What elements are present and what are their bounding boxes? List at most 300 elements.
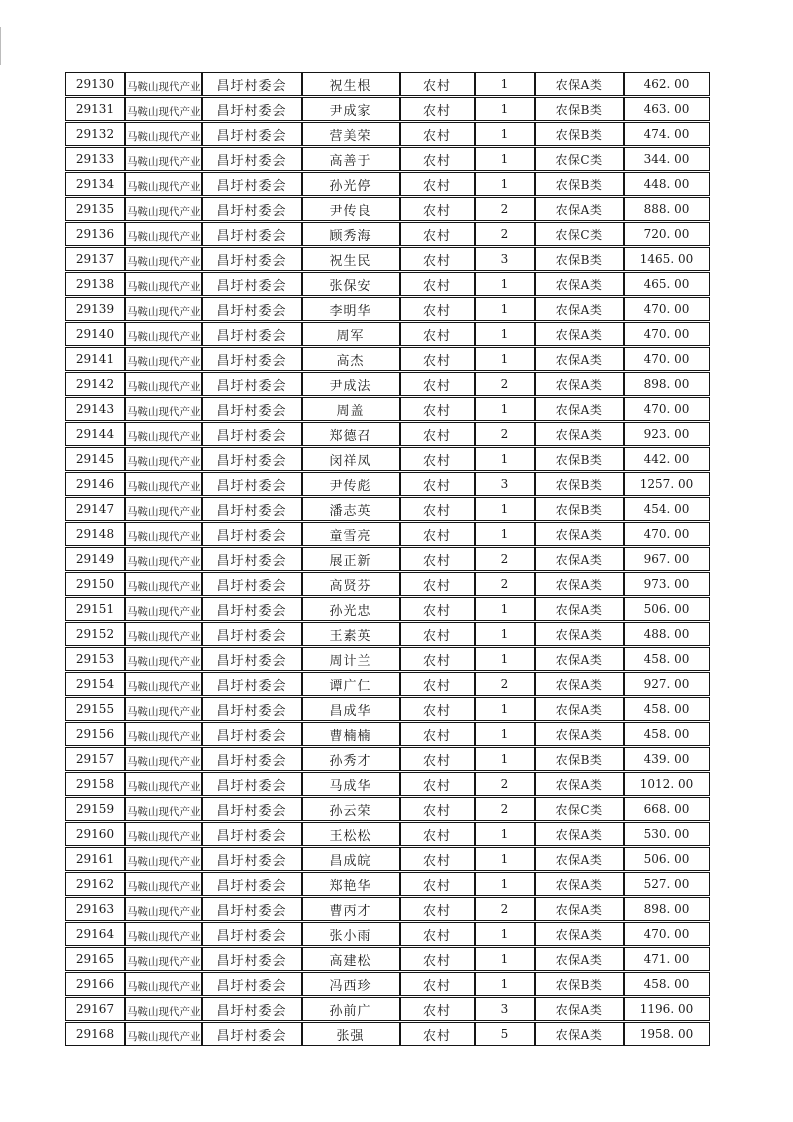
cell-record-id: 29132 (65, 122, 125, 146)
cell-record-id: 29164 (65, 922, 125, 946)
cell-record-id: 29166 (65, 972, 125, 996)
cell-person-count: 1 (475, 497, 535, 521)
cell-insurance-category: 农保B类 (535, 122, 624, 146)
cell-person-name: 冯西珍 (302, 972, 400, 996)
table-row (65, 897, 710, 921)
cell-person-count: 2 (475, 672, 535, 696)
employer-text: 马鞍山现代产业 (127, 1005, 201, 1018)
cell-village-committee: 昌圩村委会 (202, 247, 302, 271)
cell-employer (125, 97, 202, 121)
cell-record-id: 29157 (65, 747, 125, 771)
employer-text: 马鞍山现代产业 (127, 330, 201, 343)
cell-village-committee: 昌圩村委会 (202, 522, 302, 546)
cell-residence-type: 农村 (400, 547, 475, 571)
cell-record-id: 29142 (65, 372, 125, 396)
cell-village-committee: 昌圩村委会 (202, 222, 302, 246)
cell-person-count: 3 (475, 472, 535, 496)
cell-amount: 927. 00 (624, 672, 710, 696)
employer-text: 马鞍山现代产业 (127, 705, 201, 718)
employer-text: 马鞍山现代产业 (127, 830, 201, 843)
cell-person-count: 1 (475, 822, 535, 846)
cell-insurance-category: 农保A类 (535, 772, 624, 796)
cell-person-count: 2 (475, 222, 535, 246)
table-row (65, 922, 710, 946)
table-row (65, 497, 710, 521)
cell-insurance-category: 农保A类 (535, 647, 624, 671)
cell-amount: 1257. 00 (624, 472, 710, 496)
cell-village-committee: 昌圩村委会 (202, 1022, 302, 1046)
employer-text: 马鞍山现代产业 (127, 430, 201, 443)
cell-employer (125, 772, 202, 796)
cell-employer (125, 297, 202, 321)
cell-amount: 458. 00 (624, 697, 710, 721)
cell-residence-type: 农村 (400, 672, 475, 696)
cell-person-count: 1 (475, 122, 535, 146)
cell-employer (125, 922, 202, 946)
cell-person-name: 展正新 (302, 547, 400, 571)
table-row (65, 1022, 710, 1046)
cell-record-id: 29148 (65, 522, 125, 546)
cell-person-count: 2 (475, 422, 535, 446)
cell-person-name: 顾秀海 (302, 222, 400, 246)
cell-village-committee: 昌圩村委会 (202, 822, 302, 846)
employer-text: 马鞍山现代产业 (127, 655, 201, 668)
cell-employer (125, 497, 202, 521)
cell-person-count: 1 (475, 597, 535, 621)
cell-person-name: 昌成华 (302, 697, 400, 721)
cell-residence-type: 农村 (400, 522, 475, 546)
cell-residence-type: 农村 (400, 697, 475, 721)
cell-record-id: 29133 (65, 147, 125, 171)
cell-insurance-category: 农保A类 (535, 597, 624, 621)
cell-record-id: 29137 (65, 247, 125, 271)
cell-employer (125, 447, 202, 471)
cell-village-committee: 昌圩村委会 (202, 972, 302, 996)
cell-person-name: 尹成法 (302, 372, 400, 396)
cell-village-committee: 昌圩村委会 (202, 572, 302, 596)
cell-person-count: 1 (475, 72, 535, 96)
employer-text: 马鞍山现代产业 (127, 880, 201, 893)
cell-record-id: 29163 (65, 897, 125, 921)
cell-employer (125, 947, 202, 971)
cell-record-id: 29143 (65, 397, 125, 421)
cell-insurance-category: 农保B类 (535, 172, 624, 196)
employer-text: 马鞍山现代产业 (127, 580, 201, 593)
employer-text: 马鞍山现代产业 (127, 730, 201, 743)
cell-village-committee: 昌圩村委会 (202, 722, 302, 746)
employer-text: 马鞍山现代产业 (127, 555, 201, 568)
table-row (65, 122, 710, 146)
employer-text: 马鞍山现代产业 (127, 505, 201, 518)
employer-text: 马鞍山现代产业 (127, 480, 201, 493)
cell-insurance-category: 农保A类 (535, 822, 624, 846)
cell-residence-type: 农村 (400, 97, 475, 121)
cell-employer (125, 797, 202, 821)
cell-person-name: 王松松 (302, 822, 400, 846)
employer-text: 马鞍山现代产业 (127, 105, 201, 118)
cell-village-committee: 昌圩村委会 (202, 72, 302, 96)
cell-village-committee: 昌圩村委会 (202, 772, 302, 796)
cell-record-id: 29160 (65, 822, 125, 846)
cell-record-id: 29165 (65, 947, 125, 971)
cell-employer (125, 997, 202, 1021)
cell-employer (125, 897, 202, 921)
cell-amount: 898. 00 (624, 372, 710, 396)
cell-village-committee: 昌圩村委会 (202, 347, 302, 371)
cell-person-count: 1 (475, 272, 535, 296)
cell-record-id: 29136 (65, 222, 125, 246)
cell-record-id: 29150 (65, 572, 125, 596)
cell-residence-type: 农村 (400, 947, 475, 971)
employer-text: 马鞍山现代产业 (127, 180, 201, 193)
cell-village-committee: 昌圩村委会 (202, 497, 302, 521)
cell-employer (125, 322, 202, 346)
table-row (65, 697, 710, 721)
employer-text: 马鞍山现代产业 (127, 355, 201, 368)
employer-text: 马鞍山现代产业 (127, 280, 201, 293)
cell-village-committee: 昌圩村委会 (202, 597, 302, 621)
cell-amount: 470. 00 (624, 922, 710, 946)
cell-record-id: 29154 (65, 672, 125, 696)
cell-record-id: 29151 (65, 597, 125, 621)
table-row (65, 297, 710, 321)
table-row (65, 347, 710, 371)
cell-village-committee: 昌圩村委会 (202, 672, 302, 696)
employer-text: 马鞍山现代产业 (127, 905, 201, 918)
cell-person-name: 孙云荣 (302, 797, 400, 821)
table-row (65, 197, 710, 221)
cell-residence-type: 农村 (400, 922, 475, 946)
cell-person-count: 2 (475, 897, 535, 921)
table-row (65, 872, 710, 896)
cell-employer (125, 847, 202, 871)
table-row (65, 572, 710, 596)
cell-residence-type: 农村 (400, 597, 475, 621)
cell-employer (125, 522, 202, 546)
table-row (65, 797, 710, 821)
cell-employer (125, 347, 202, 371)
cell-amount: 527. 00 (624, 872, 710, 896)
cell-employer (125, 1022, 202, 1046)
cell-person-name: 祝生根 (302, 72, 400, 96)
cell-person-name: 昌成皖 (302, 847, 400, 871)
cell-amount: 668. 00 (624, 797, 710, 821)
cell-insurance-category: 农保B类 (535, 447, 624, 471)
cell-residence-type: 农村 (400, 472, 475, 496)
cell-record-id: 29130 (65, 72, 125, 96)
table-row (65, 822, 710, 846)
cell-employer (125, 397, 202, 421)
cell-village-committee: 昌圩村委会 (202, 272, 302, 296)
employer-text: 马鞍山现代产业 (127, 855, 201, 868)
cell-village-committee: 昌圩村委会 (202, 947, 302, 971)
cell-residence-type: 农村 (400, 797, 475, 821)
employer-text: 马鞍山现代产业 (127, 80, 201, 93)
cell-employer (125, 722, 202, 746)
cell-residence-type: 农村 (400, 397, 475, 421)
employer-text: 马鞍山现代产业 (127, 930, 201, 943)
cell-amount: 454. 00 (624, 497, 710, 521)
employer-text: 马鞍山现代产业 (127, 230, 201, 243)
scan-edge-artifact (0, 27, 1, 65)
cell-person-name: 祝生民 (302, 247, 400, 271)
cell-record-id: 29131 (65, 97, 125, 121)
cell-record-id: 29140 (65, 322, 125, 346)
cell-amount: 720. 00 (624, 222, 710, 246)
cell-person-count: 1 (475, 97, 535, 121)
cell-person-count: 1 (475, 447, 535, 471)
cell-amount: 458. 00 (624, 722, 710, 746)
cell-person-name: 童雪亮 (302, 522, 400, 546)
cell-insurance-category: 农保B类 (535, 497, 624, 521)
cell-insurance-category: 农保A类 (535, 697, 624, 721)
cell-record-id: 29159 (65, 797, 125, 821)
table-row (65, 747, 710, 771)
employer-text: 马鞍山现代产业 (127, 405, 201, 418)
cell-person-name: 高善于 (302, 147, 400, 171)
cell-record-id: 29155 (65, 697, 125, 721)
cell-residence-type: 农村 (400, 297, 475, 321)
cell-record-id: 29153 (65, 647, 125, 671)
cell-residence-type: 农村 (400, 147, 475, 171)
cell-village-committee: 昌圩村委会 (202, 697, 302, 721)
cell-village-committee: 昌圩村委会 (202, 297, 302, 321)
cell-person-count: 5 (475, 1022, 535, 1046)
cell-record-id: 29152 (65, 622, 125, 646)
cell-insurance-category: 农保C类 (535, 147, 624, 171)
cell-employer (125, 147, 202, 171)
cell-residence-type: 农村 (400, 722, 475, 746)
cell-residence-type: 农村 (400, 272, 475, 296)
cell-insurance-category: 农保A类 (535, 872, 624, 896)
cell-insurance-category: 农保A类 (535, 1022, 624, 1046)
cell-residence-type: 农村 (400, 972, 475, 996)
cell-amount: 888. 00 (624, 197, 710, 221)
cell-person-name: 曹丙才 (302, 897, 400, 921)
employer-text: 马鞍山现代产业 (127, 1030, 201, 1043)
cell-village-committee: 昌圩村委会 (202, 172, 302, 196)
cell-record-id: 29134 (65, 172, 125, 196)
employer-text: 马鞍山现代产业 (127, 980, 201, 993)
cell-insurance-category: 农保B类 (535, 972, 624, 996)
cell-person-count: 1 (475, 397, 535, 421)
table-row (65, 72, 710, 96)
table-row (65, 547, 710, 571)
cell-employer (125, 72, 202, 96)
cell-employer (125, 472, 202, 496)
cell-insurance-category: 农保C类 (535, 222, 624, 246)
cell-amount: 463. 00 (624, 97, 710, 121)
cell-person-name: 曹楠楠 (302, 722, 400, 746)
cell-amount: 458. 00 (624, 972, 710, 996)
cell-residence-type: 农村 (400, 497, 475, 521)
cell-amount: 973. 00 (624, 572, 710, 596)
cell-insurance-category: 农保A类 (535, 347, 624, 371)
cell-amount: 471. 00 (624, 947, 710, 971)
cell-person-name: 孙光停 (302, 172, 400, 196)
table-row (65, 997, 710, 1021)
cell-person-count: 2 (475, 547, 535, 571)
cell-village-committee: 昌圩村委会 (202, 147, 302, 171)
cell-amount: 506. 00 (624, 847, 710, 871)
cell-employer (125, 222, 202, 246)
cell-amount: 465. 00 (624, 272, 710, 296)
cell-village-committee: 昌圩村委会 (202, 872, 302, 896)
cell-residence-type: 农村 (400, 322, 475, 346)
cell-employer (125, 122, 202, 146)
cell-insurance-category: 农保A类 (535, 722, 624, 746)
employer-text: 马鞍山现代产业 (127, 305, 201, 318)
table-row (65, 672, 710, 696)
cell-residence-type: 农村 (400, 372, 475, 396)
cell-person-name: 潘志英 (302, 497, 400, 521)
cell-person-count: 2 (475, 772, 535, 796)
table-row (65, 372, 710, 396)
cell-record-id: 29138 (65, 272, 125, 296)
cell-record-id: 29167 (65, 997, 125, 1021)
cell-employer (125, 197, 202, 221)
cell-residence-type: 农村 (400, 847, 475, 871)
employer-text: 马鞍山现代产业 (127, 805, 201, 818)
cell-residence-type: 农村 (400, 222, 475, 246)
cell-amount: 474. 00 (624, 122, 710, 146)
table-row (65, 647, 710, 671)
cell-amount: 470. 00 (624, 322, 710, 346)
cell-insurance-category: 农保A类 (535, 622, 624, 646)
cell-residence-type: 农村 (400, 572, 475, 596)
cell-person-name: 孙光忠 (302, 597, 400, 621)
cell-person-count: 1 (475, 347, 535, 371)
cell-insurance-category: 农保B类 (535, 472, 624, 496)
cell-village-committee: 昌圩村委会 (202, 997, 302, 1021)
table-row (65, 447, 710, 471)
employer-text: 马鞍山现代产业 (127, 630, 201, 643)
cell-person-name: 郑艳华 (302, 872, 400, 896)
employer-text: 马鞍山现代产业 (127, 955, 201, 968)
cell-employer (125, 572, 202, 596)
cell-person-name: 孙前广 (302, 997, 400, 1021)
cell-person-count: 1 (475, 172, 535, 196)
cell-amount: 470. 00 (624, 347, 710, 371)
cell-record-id: 29139 (65, 297, 125, 321)
table-row (65, 522, 710, 546)
cell-residence-type: 农村 (400, 347, 475, 371)
cell-insurance-category: 农保A类 (535, 422, 624, 446)
cell-record-id: 29135 (65, 197, 125, 221)
cell-person-name: 尹传良 (302, 197, 400, 221)
cell-person-count: 3 (475, 247, 535, 271)
cell-amount: 470. 00 (624, 297, 710, 321)
employer-text: 马鞍山现代产业 (127, 380, 201, 393)
cell-residence-type: 农村 (400, 197, 475, 221)
cell-village-committee: 昌圩村委会 (202, 897, 302, 921)
cell-employer (125, 422, 202, 446)
cell-residence-type: 农村 (400, 72, 475, 96)
cell-person-name: 李明华 (302, 297, 400, 321)
cell-village-committee: 昌圩村委会 (202, 622, 302, 646)
cell-record-id: 29145 (65, 447, 125, 471)
table-row (65, 247, 710, 271)
cell-village-committee: 昌圩村委会 (202, 397, 302, 421)
cell-record-id: 29144 (65, 422, 125, 446)
cell-insurance-category: 农保A类 (535, 947, 624, 971)
cell-residence-type: 农村 (400, 172, 475, 196)
cell-person-name: 尹成家 (302, 97, 400, 121)
cell-amount: 530. 00 (624, 822, 710, 846)
cell-employer (125, 647, 202, 671)
cell-person-name: 尹传彪 (302, 472, 400, 496)
cell-amount: 470. 00 (624, 522, 710, 546)
cell-amount: 439. 00 (624, 747, 710, 771)
cell-residence-type: 农村 (400, 1022, 475, 1046)
cell-village-committee: 昌圩村委会 (202, 472, 302, 496)
cell-residence-type: 农村 (400, 622, 475, 646)
table-row (65, 147, 710, 171)
table-row (65, 172, 710, 196)
employer-text: 马鞍山现代产业 (127, 680, 201, 693)
cell-person-count: 1 (475, 922, 535, 946)
cell-amount: 506. 00 (624, 597, 710, 621)
cell-person-count: 1 (475, 847, 535, 871)
cell-residence-type: 农村 (400, 772, 475, 796)
table-body (65, 72, 710, 1046)
cell-person-count: 1 (475, 522, 535, 546)
cell-residence-type: 农村 (400, 747, 475, 771)
cell-person-name: 营美荣 (302, 122, 400, 146)
cell-person-name: 张小雨 (302, 922, 400, 946)
cell-residence-type: 农村 (400, 997, 475, 1021)
cell-amount: 898. 00 (624, 897, 710, 921)
table-row (65, 972, 710, 996)
cell-insurance-category: 农保A类 (535, 897, 624, 921)
cell-record-id: 29161 (65, 847, 125, 871)
table-row (65, 322, 710, 346)
cell-person-count: 1 (475, 147, 535, 171)
cell-person-name: 张保安 (302, 272, 400, 296)
cell-person-count: 1 (475, 297, 535, 321)
cell-person-count: 1 (475, 872, 535, 896)
cell-person-count: 2 (475, 197, 535, 221)
cell-amount: 344. 00 (624, 147, 710, 171)
cell-record-id: 29156 (65, 722, 125, 746)
cell-insurance-category: 农保A类 (535, 847, 624, 871)
employer-text: 马鞍山现代产业 (127, 530, 201, 543)
employer-text: 马鞍山现代产业 (127, 205, 201, 218)
table-row (65, 947, 710, 971)
cell-insurance-category: 农保A类 (535, 322, 624, 346)
cell-residence-type: 农村 (400, 872, 475, 896)
cell-residence-type: 农村 (400, 447, 475, 471)
employer-text: 马鞍山现代产业 (127, 130, 201, 143)
cell-person-name: 马成华 (302, 772, 400, 796)
table-row (65, 397, 710, 421)
cell-record-id: 29162 (65, 872, 125, 896)
cell-person-name: 高杰 (302, 347, 400, 371)
cell-insurance-category: 农保A类 (535, 397, 624, 421)
cell-village-committee: 昌圩村委会 (202, 922, 302, 946)
cell-village-committee: 昌圩村委会 (202, 197, 302, 221)
cell-person-name: 张强 (302, 1022, 400, 1046)
cell-village-committee: 昌圩村委会 (202, 322, 302, 346)
cell-village-committee: 昌圩村委会 (202, 797, 302, 821)
cell-person-name: 闵祥凤 (302, 447, 400, 471)
cell-person-count: 1 (475, 697, 535, 721)
cell-employer (125, 597, 202, 621)
cell-employer (125, 672, 202, 696)
cell-person-name: 周计兰 (302, 647, 400, 671)
table-row (65, 272, 710, 296)
cell-person-name: 王素英 (302, 622, 400, 646)
